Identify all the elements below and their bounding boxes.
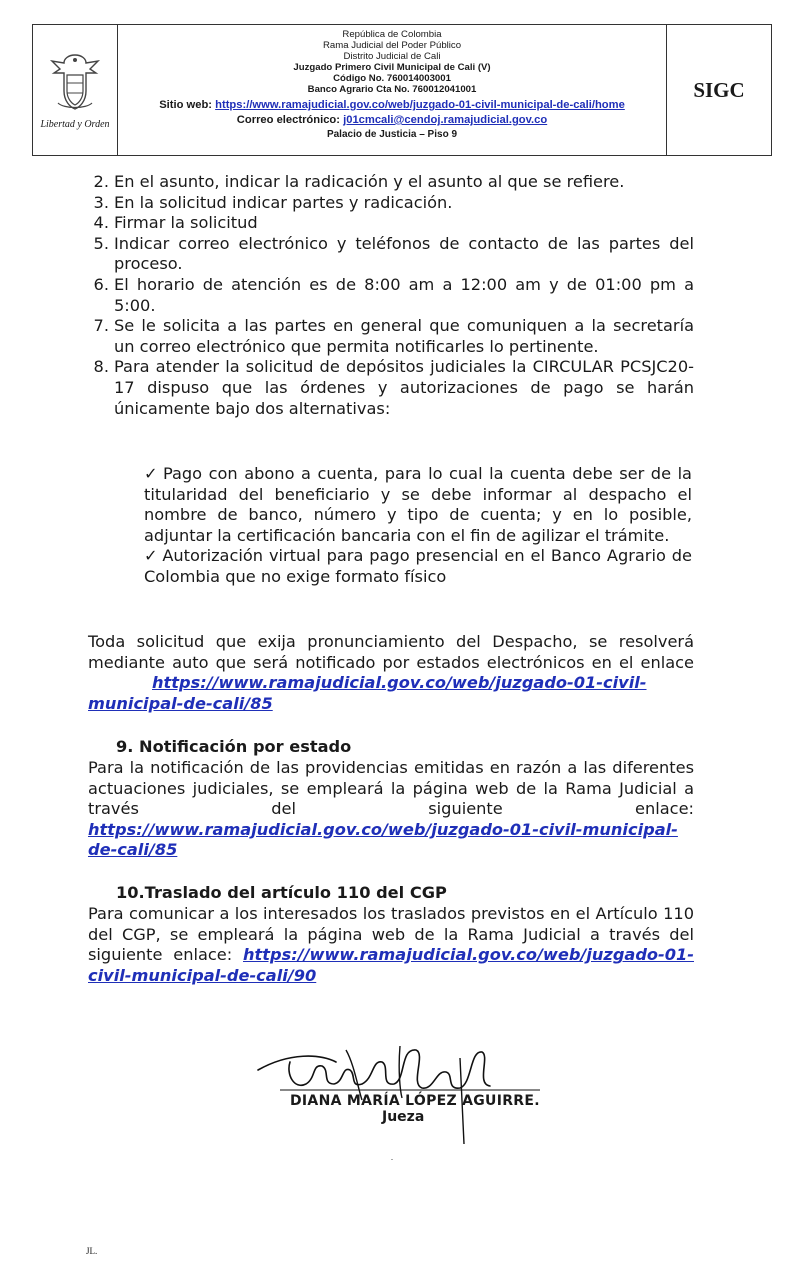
website-line	[118, 98, 666, 113]
branch: Rama Judicial del Poder Público	[322, 40, 462, 51]
court-name: Juzgado Primero Civil Municipal de Cali (V)	[293, 62, 491, 73]
list-item: 3. En la solicitud indicar partes y radicación.	[93, 192, 453, 212]
notice-paragraph: Toda solicitud que exija pronunciamiento del Despacho, se resolverá mediante auto que será notificado por estados electrónicos en el enlace https://www.ramajudicial.gov.co/web/juzgado-01-civil-municipal-de-cali/85	[88, 632, 694, 713]
section-10-body: Para comunicar a los interesados los traslados previstos en el Artículo 110 del CGP, se empleará la página web de la Rama Judicial a través del siguiente enlace: https://www.ramajudicial.gov.co/web/juzgado-01-civil-municipal-de-cali/90	[88, 904, 694, 985]
document-header	[32, 24, 772, 156]
court-code: Código No. 760014003001	[333, 73, 451, 84]
sigc-label: SIGC	[666, 25, 771, 155]
list-item: 6. El horario de atención es de 8:00 am a 12:00 am y de 01:00 pm a 5:00.	[93, 274, 694, 315]
judge-name: DIANA MARÍA LÓPEZ AGUIRRE.	[290, 1093, 540, 1109]
header-center	[118, 25, 666, 155]
list-item: 4. Firmar la solicitud	[93, 213, 258, 233]
section-9-body: Para la notificación de las providencias emitidas en razón a las diferentes actuaciones judiciales, se empleará la página web de la Rama Judicial a través del siguiente enlace: https://www.ramajudicial.gov.co/web/juzgado-01-civil-municipal-de-cali/85	[88, 758, 694, 860]
motto: Libertad y Orden	[40, 118, 110, 130]
section-10-link[interactable]: https://www.ramajudicial.gov.co/web/juzgado-01-civil-municipal-de-cali/90	[88, 945, 694, 985]
footer-initials: JL.	[86, 1246, 98, 1256]
alternative-item: ✓ Autorización virtual para pago presencial en el Banco Agrario de Colombia que no exige formato físico	[144, 546, 692, 586]
estados-link[interactable]: https://www.ramajudicial.gov.co/web/juzgado-01-civil-municipal-de-cali/85	[88, 673, 647, 713]
alternative-item: ✓ Pago con abono a cuenta, para lo cual la cuenta debe ser de la titularidad del beneficiario y se debe informar al despacho el nombre de banco, número y tipo de cuenta; y en lo posible, adjuntar la certificación bancaria con el fin de agilizar el trámite.	[144, 464, 692, 545]
section-10-heading: 10.Traslado del artículo 110 del CGP	[116, 883, 447, 902]
email-link[interactable]: j01cmcali@cendoj.ramajudicial.gov.co	[343, 114, 548, 126]
list-item: 2. En el asunto, indicar la radicación y el asunto al que se refiere.	[93, 172, 625, 191]
payment-alternatives	[144, 464, 692, 588]
list-item: 8. Para atender la solicitud de depósitos judiciales la CIRCULAR PCSJC20-17 dispuso que las órdenes y autorizaciones de pago se harán únicamente bajo dos alternativas:	[93, 357, 694, 418]
numbered-list	[93, 172, 694, 419]
palace: Palacio de Justicia – Piso 9	[326, 129, 458, 140]
district: Distrito Judicial de Cali	[343, 51, 441, 62]
judge-title: Jueza	[382, 1109, 425, 1125]
section-9-heading: 9. Notificación por estado	[116, 737, 352, 756]
email-label: Correo electrónico:	[236, 114, 340, 126]
website-link[interactable]: https://www.ramajudicial.gov.co/web/juzgado-01-civil-municipal-de-cali/home	[215, 99, 625, 111]
coat-of-arms	[33, 25, 118, 155]
website-label: Sitio web:	[159, 99, 213, 111]
list-item: 5. Indicar correo electrónico y teléfonos de contacto de las partes del proceso.	[93, 233, 694, 274]
list-item: 7. Se le solicita a las partes en general que comuniquen a la secretaría un correo electrónico que permita notificarles lo pertinente.	[93, 316, 694, 356]
check-icon: ✓	[144, 464, 159, 483]
email-line	[118, 113, 666, 128]
coat-of-arms-icon	[46, 51, 104, 113]
signature-block	[250, 1040, 550, 1160]
section-9-link[interactable]: https://www.ramajudicial.gov.co/web/juzgado-01-civil-municipal-de-cali/85	[88, 819, 678, 860]
bank-account: Banco Agrario Cta No. 760012041001	[307, 84, 477, 95]
check-icon: ✓	[144, 546, 159, 566]
country: República de Colombia	[342, 29, 442, 40]
